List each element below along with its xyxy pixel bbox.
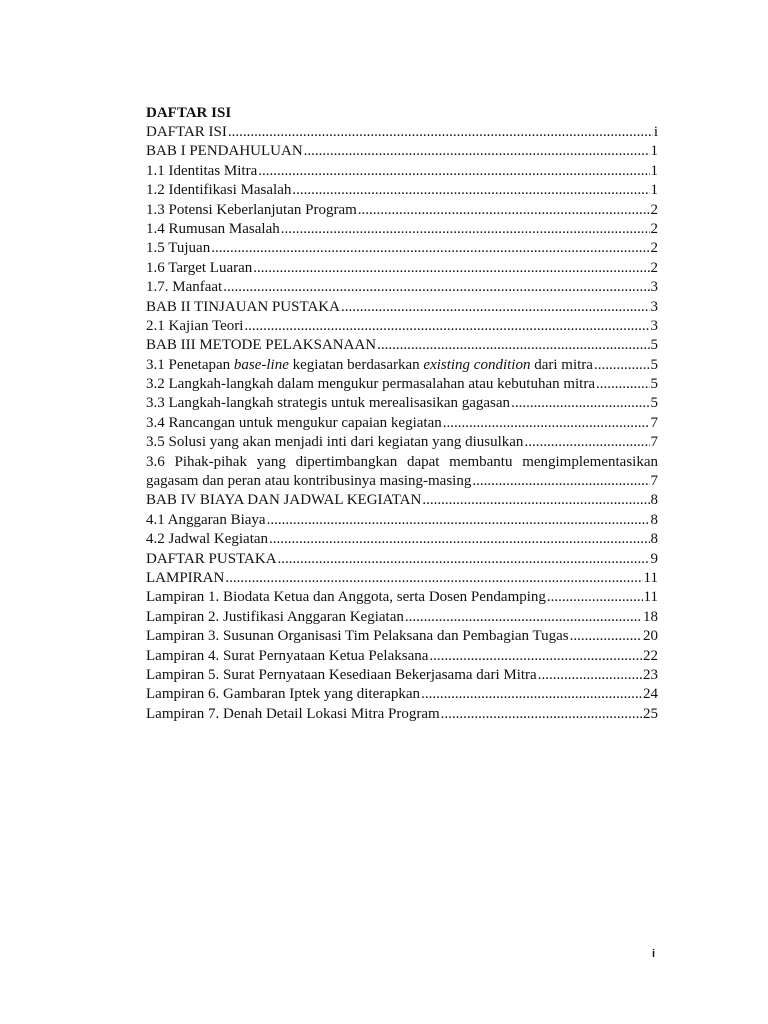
toc-entry-page: 25 xyxy=(643,705,658,722)
dot-leader xyxy=(441,705,642,724)
toc-entry-page: i xyxy=(653,124,658,140)
dot-leader xyxy=(538,666,642,685)
toc-entry-label: Lampiran 5. Surat Pernyataan Kesediaan Bekerjasama dari Mitra xyxy=(146,666,537,683)
toc-entry xyxy=(146,239,658,258)
toc-entry-label: 1.5 Tujuan xyxy=(146,240,211,257)
toc-entry-label: BAB I PENDAHULUAN xyxy=(146,143,303,160)
toc-entry-page: 3 xyxy=(650,279,658,296)
toc-entry-page: 1 xyxy=(650,182,658,199)
toc-entry xyxy=(146,433,658,452)
dot-leader xyxy=(223,278,649,297)
toc-entry-label: DAFTAR PUSTAKA xyxy=(146,550,277,567)
document-page xyxy=(146,103,658,724)
toc-entry-label: Lampiran 7. Denah Detail Lokasi Mitra Program xyxy=(146,705,440,722)
toc-entry-page: 18 xyxy=(643,608,658,625)
toc-entry xyxy=(146,666,658,685)
dot-leader xyxy=(377,336,649,355)
dot-leader xyxy=(304,142,650,161)
toc-entry-label: BAB IV BIAYA DAN JADWAL KEGIATAN xyxy=(146,492,422,509)
toc-entry xyxy=(146,705,658,724)
toc-entry-page: 8 xyxy=(650,511,658,528)
toc-entry xyxy=(146,162,658,181)
toc-entry-label: BAB III METODE PELAKSANAAN xyxy=(146,337,377,354)
toc-entry-page: 3 xyxy=(650,317,658,334)
toc-entry-label: 3.2 Langkah-langkah dalam mengukur permasalahan atau kebutuhan mitra xyxy=(146,376,596,393)
dot-leader xyxy=(570,627,642,646)
page-title: DAFTAR ISI xyxy=(146,105,232,121)
toc-entry-label: 2.1 Kajian Teori xyxy=(146,317,244,334)
page-number: i xyxy=(652,948,656,960)
toc-entry-page: 2 xyxy=(650,201,658,218)
toc-entry xyxy=(146,375,658,394)
toc-entry-label: 1.7. Manfaat xyxy=(146,279,223,296)
dot-leader xyxy=(244,317,649,336)
toc-entry xyxy=(146,356,658,375)
toc-entry-page: 5 xyxy=(650,395,658,412)
dot-leader xyxy=(292,181,649,200)
dot-leader xyxy=(358,201,650,220)
toc-entry-label: 3.1 Penetapan base-line kegiatan berdasarkan existing condition dari mitra xyxy=(146,356,593,373)
dot-leader xyxy=(472,472,649,491)
toc-entry-page: 7 xyxy=(650,414,658,431)
toc-entry-label: 1.6 Target Luaran xyxy=(146,259,253,276)
toc-entry-page: 1 xyxy=(650,143,658,160)
dot-leader xyxy=(594,356,650,375)
toc-entry-page: 11 xyxy=(643,569,658,586)
toc-entry-label-line2: gagasam dan peran atau kontribusinya masing-masing xyxy=(146,473,472,490)
toc-entry xyxy=(146,588,658,607)
toc-entry-label: 1.2 Identifikasi Masalah xyxy=(146,182,292,199)
toc-entry-label: Lampiran 6. Gambaran Iptek yang diterapkan xyxy=(146,686,421,703)
toc-entry-page: 2 xyxy=(650,240,658,257)
toc-entry-label: 1.3 Potensi Keberlanjutan Program xyxy=(146,201,357,218)
dot-leader xyxy=(258,162,649,181)
toc-entry-label: 3.4 Rancangan untuk mengukur capaian kegiatan xyxy=(146,414,442,431)
toc-entry xyxy=(146,627,658,646)
toc-entry xyxy=(146,647,658,666)
toc-entry xyxy=(146,569,658,588)
toc-entry xyxy=(146,298,658,317)
toc-entry-page: 9 xyxy=(650,550,658,567)
toc-entry-label: 4.2 Jadwal Kegiatan xyxy=(146,531,269,548)
toc-entry-page: 5 xyxy=(650,356,658,373)
toc-entry xyxy=(146,142,658,161)
toc-entry xyxy=(146,123,658,142)
toc-entry-page: 1 xyxy=(650,162,658,179)
toc-entry-page: 7 xyxy=(650,473,658,490)
dot-leader xyxy=(511,394,649,413)
dot-leader xyxy=(405,608,642,627)
toc-entry-multiline xyxy=(146,453,658,492)
dot-leader xyxy=(211,239,649,258)
toc-entry xyxy=(146,317,658,336)
dot-leader xyxy=(225,569,642,588)
toc-entry-page: 11 xyxy=(643,589,658,606)
dot-leader xyxy=(596,375,649,394)
toc-entry xyxy=(146,550,658,569)
toc-entry xyxy=(146,530,658,549)
toc-entry-label: Lampiran 4. Surat Pernyataan Ketua Pelaksana xyxy=(146,647,429,664)
toc-entry xyxy=(146,491,658,510)
toc-entry xyxy=(146,278,658,297)
toc-entry-page: 8 xyxy=(650,531,658,548)
toc-entry xyxy=(146,685,658,704)
toc-entry-page: 8 xyxy=(650,492,658,509)
toc-entry xyxy=(146,259,658,278)
toc-entry-label: 3.3 Langkah-langkah strategis untuk merealisasikan gagasan xyxy=(146,395,511,412)
dot-leader xyxy=(421,685,642,704)
toc-entry-page: 5 xyxy=(650,376,658,393)
toc-entry-label: DAFTAR ISI xyxy=(146,124,227,140)
toc-entry xyxy=(146,181,658,200)
toc-entry xyxy=(146,608,658,627)
toc-entry xyxy=(146,511,658,530)
toc-entry-page: 2 xyxy=(650,220,658,237)
toc-entry-label: Lampiran 2. Justifikasi Anggaran Kegiatan xyxy=(146,608,404,625)
toc-entry-label: 1.1 Identitas Mitra xyxy=(146,162,258,179)
toc-entry-page: 20 xyxy=(643,628,658,645)
dot-leader xyxy=(547,588,643,607)
toc-entry-page: 2 xyxy=(650,259,658,276)
toc-entry-label-line1: 3.6 Pihak-pihak yang dipertimbangkan dapat membantu mengimplementasikan xyxy=(146,453,658,470)
toc-entry-label: BAB II TINJAUAN PUSTAKA xyxy=(146,298,340,315)
toc-entry xyxy=(146,414,658,433)
toc-entry-label: 4.1 Anggaran Biaya xyxy=(146,511,266,528)
toc-entry-label: 1.4 Rumusan Masalah xyxy=(146,220,280,237)
toc-entry xyxy=(146,394,658,413)
dot-leader xyxy=(267,511,650,530)
dot-leader xyxy=(278,550,650,569)
toc-entry-label: LAMPIRAN xyxy=(146,569,225,586)
toc-entry-page: 22 xyxy=(643,647,658,664)
toc-entry-label: 3.5 Solusi yang akan menjadi inti dari kegiatan yang diusulkan xyxy=(146,434,524,451)
toc-entry xyxy=(146,201,658,220)
dot-leader xyxy=(253,259,649,278)
toc-entry-page: 3 xyxy=(650,298,658,315)
toc-entry-line2 xyxy=(146,472,658,491)
toc-entry xyxy=(146,336,658,355)
toc-entry xyxy=(146,220,658,239)
dot-leader xyxy=(524,433,649,452)
toc-entry-page: 7 xyxy=(650,434,658,451)
dot-leader xyxy=(228,123,653,142)
dot-leader xyxy=(281,220,650,239)
toc-entry-label: Lampiran 1. Biodata Ketua dan Anggota, serta Dosen Pendamping xyxy=(146,589,546,606)
dot-leader xyxy=(341,298,650,317)
dot-leader xyxy=(422,491,649,510)
toc-entry-page: 24 xyxy=(643,686,658,703)
toc-entry-label: Lampiran 3. Susunan Organisasi Tim Pelaksana dan Pembagian Tugas xyxy=(146,628,569,645)
dot-leader xyxy=(269,530,649,549)
dot-leader xyxy=(443,414,650,433)
toc-entry-page: 5 xyxy=(650,337,658,354)
toc-entry-page: 23 xyxy=(643,666,658,683)
dot-leader xyxy=(429,647,642,666)
